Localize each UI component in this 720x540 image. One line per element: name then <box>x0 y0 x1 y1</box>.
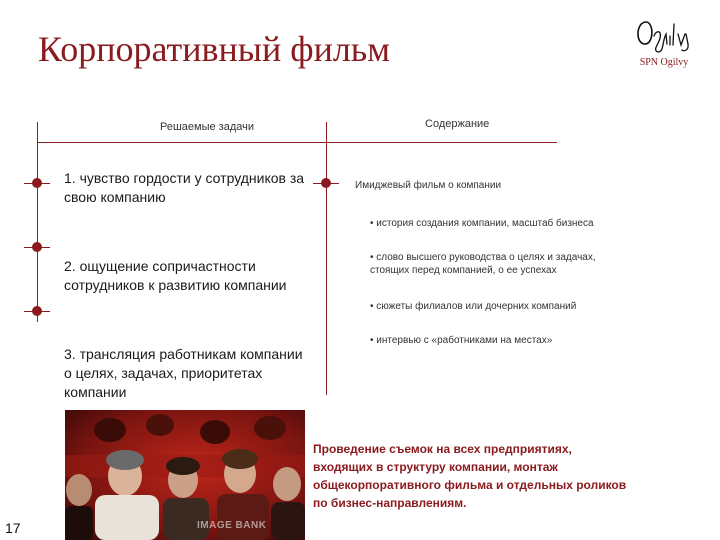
task-marker-dot <box>32 242 42 252</box>
content-marker-dot <box>321 178 331 188</box>
content-bullet: • слово высшего руководства о целях и задачах, стоящих перед компанией, о ее успехах <box>370 252 596 276</box>
task-item: 2. ощущение сопричастности сотрудников к развитию компании <box>64 258 287 293</box>
content-bullet: • история создания компании, масштаб бизнеса <box>370 218 594 229</box>
photo-watermark: IMAGE BANK <box>197 520 267 531</box>
task-marker-dot <box>32 306 42 316</box>
page-title: Корпоративный фильм <box>38 29 391 69</box>
content-heading: Содержание <box>425 118 490 130</box>
content-timeline-line <box>326 122 327 395</box>
content-intro: Имиджевый фильм о компании <box>355 180 502 191</box>
footer-summary-text: Проведение съемок на всех предприятиях, входящих в структуру компании, монтаж общекорпоративного фильма и отдельных роликов по бизнес-направлениям. <box>313 442 627 510</box>
header-divider-line <box>37 142 557 143</box>
tasks-heading: Решаемые задачи <box>160 121 255 133</box>
task-item: 1. чувство гордости у сотрудников за свою компанию <box>64 170 305 205</box>
task-marker-dot <box>32 178 42 188</box>
cinema-audience-image <box>65 410 305 540</box>
logo-caption: SPN Ogilvy <box>639 57 689 68</box>
task-item: 3. трансляция работникам компании о целях, задачах, приоритетах компании <box>64 346 303 400</box>
content-bullet: • сюжеты филиалов или дочерних компаний <box>370 301 577 312</box>
content-bullet: • интервью с «работниками на местах» <box>370 335 553 346</box>
tasks-timeline-line <box>37 122 38 322</box>
page-number: 17 <box>5 520 21 536</box>
cinema-audience-photo <box>65 410 305 540</box>
ogilvy-signature-logo <box>632 14 694 54</box>
